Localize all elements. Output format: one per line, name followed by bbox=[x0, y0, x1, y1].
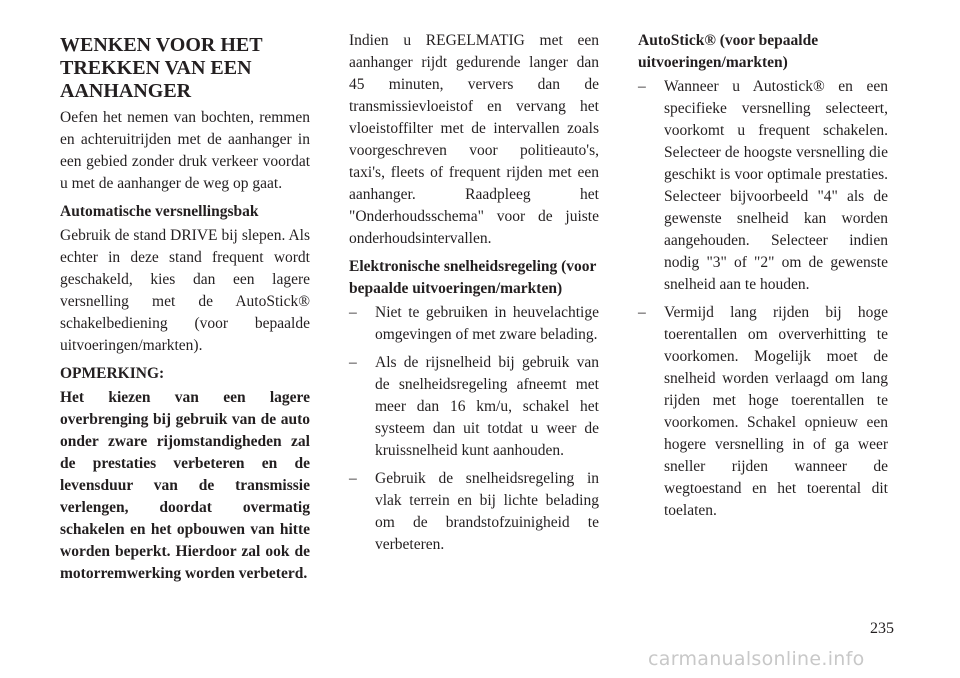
bullet-dash: – bbox=[638, 304, 646, 321]
cruise-control-heading: Elektronische snelheidsregeling (voor bepaalde uitvoeringen/markten) bbox=[349, 258, 597, 297]
column-middle bbox=[349, 30, 599, 562]
column-right bbox=[638, 30, 888, 528]
automatic-transmission-heading: Automatische versnellingsbak bbox=[60, 203, 259, 220]
autostick-bullet-text: Wanneer u Autostick® en een specifieke versnelling selecteert, voorkomt u frequent schakelen. Selecteer de hoogste versnelling die geschikt is voor optimale prestaties. Selecteer bijvoorbeeld "4" als de gewenste snelheid kan worden aangehouden. Selecteer indien nodig "3" of "2" om de gewenste snelheid aan te houden. bbox=[664, 78, 888, 293]
cruise-bullet-text: Als de rijsnelheid bij gebruik van de snelheidsregeling afneemt met meer dan 16 km/u, schakel het systeem dan uit totdat u weer de kruissnelheid kunt aanhouden. bbox=[375, 354, 599, 459]
bullet-dash: – bbox=[349, 304, 357, 321]
column-left bbox=[60, 30, 310, 591]
automatic-transmission-paragraph: Gebruik de stand DRIVE bij slepen. Als echter in deze stand frequent wordt geschakeld, kies dan een lagere versnelling met de AutoStick® schakelbediening (voor bepaalde uitvoeringen/markten). bbox=[60, 227, 310, 354]
autostick-bullet-text: Vermijd lang rijden bij hoge toerentallen om oververhitting te voorkomen. Mogelijk moet de snelheid worden verlaagd om lang rijden met hoge toerentallen te voorkomen. Schakel opnieuw een hogere versnelling in of ga weer sneller rijden wanneer de wegtoestand en het toerental dit toelaten. bbox=[664, 304, 888, 519]
note-heading: OPMERKING: bbox=[60, 365, 165, 382]
autostick-bullet bbox=[638, 302, 888, 522]
bullet-dash: – bbox=[349, 354, 357, 371]
section-title: WENKEN VOOR HET TREKKEN VAN EEN AANHANGER bbox=[60, 34, 263, 102]
note-paragraph: Het kiezen van een lagere overbrenging bij gebruik van de auto onder zware rijomstandigheden zal de prestaties verbeteren en de levensduur van de transmissie verlengen, doordat overmatig schakelen en het opbouwen van hitte worden beperkt. Hierdoor zal ook de motorremwerking worden verbeterd. bbox=[60, 389, 310, 582]
cruise-bullet bbox=[349, 468, 599, 556]
cruise-bullet bbox=[349, 302, 599, 346]
cruise-bullet-text: Niet te gebruiken in heuvelachtige omgevingen of met zware belading. bbox=[375, 304, 599, 343]
page-number: 235 bbox=[870, 620, 894, 637]
autostick-heading: AutoStick® (voor bepaalde uitvoeringen/markten) bbox=[638, 32, 819, 71]
bullet-dash: – bbox=[638, 78, 646, 95]
autostick-bullet bbox=[638, 76, 888, 296]
intro-paragraph: Oefen het nemen van bochten, remmen en achteruitrijden met de aanhanger in een gebied zonder druk verkeer voordat u met de aanhanger de weg op gaat. bbox=[60, 109, 310, 192]
service-paragraph: Indien u REGELMATIG met een aanhanger rijdt gedurende langer dan 45 minuten, ververs dan de transmissievloeistof en vervang het vloeistoffilter met de intervallen zoals voorgeschreven voor politieauto's, taxi's, fleets of frequent rijden met een aanhanger. Raadpleeg het "Onderhoudsschema" voor de juiste onderhoudsintervallen. bbox=[349, 32, 599, 247]
cruise-bullet-text: Gebruik de snelheidsregeling in vlak terrein en bij lichte belading om de brandstofzuinigheid te verbeteren. bbox=[375, 470, 599, 553]
cruise-bullet bbox=[349, 352, 599, 462]
watermark: carmanualsonline.info bbox=[648, 648, 865, 670]
bullet-dash: – bbox=[349, 470, 357, 487]
